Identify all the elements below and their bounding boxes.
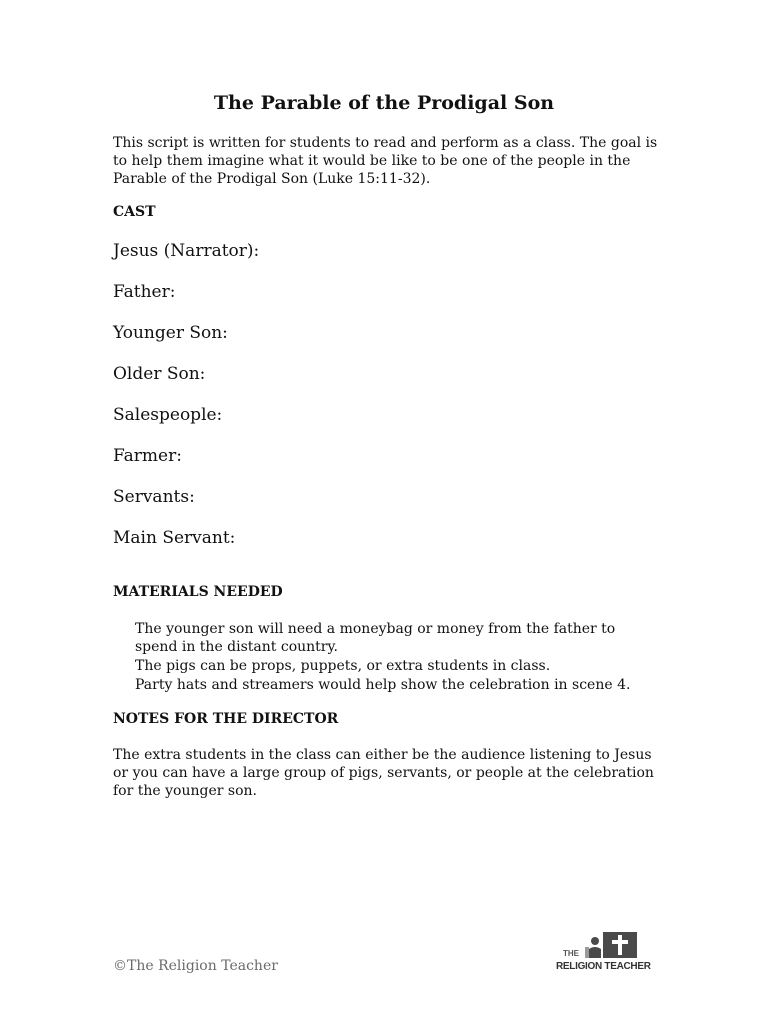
cast-item: Servants: [113, 487, 195, 507]
religion-teacher-logo [555, 930, 660, 975]
materials-item: Party hats and streamers would help show the celebration in scene 4. [135, 677, 631, 693]
materials-heading: MATERIALS NEEDED [113, 584, 283, 600]
cast-heading: CAST [113, 204, 156, 220]
notes-paragraph: The extra students in the class can either be the audience listening to Jesus or you can have a large group of pigs, servants, or people at the celebration for the younger son. [113, 747, 654, 799]
logo-name-text: RELIGION TEACHER [556, 961, 651, 972]
notes-heading: NOTES FOR THE DIRECTOR [113, 711, 339, 727]
materials-item: The younger son will need a moneybag or money from the father to spend in the distant country. [135, 621, 616, 655]
materials-item: The pigs can be props, puppets, or extra students in class. [135, 658, 551, 674]
cast-item: Farmer: [113, 446, 182, 466]
page-title: The Parable of the Prodigal Son [213, 92, 555, 114]
intro-paragraph: This script is written for students to read and perform as a class. The goal is to help them imagine what it would be like to be one of the people in the Parable of the Prodigal Son (Luke 15:11-32). [113, 135, 658, 187]
cast-list [113, 240, 259, 568]
cast-item: Main Servant: [113, 528, 236, 548]
logo-the-text: THE [563, 949, 579, 958]
materials-list [135, 620, 660, 695]
cast-item: Younger Son: [113, 323, 228, 343]
cast-item: Older Son: [113, 364, 206, 384]
cast-item: Jesus (Narrator): [113, 241, 260, 261]
cast-item: Father: [113, 282, 176, 302]
cast-item: Salespeople: [113, 405, 223, 425]
footer-copyright: ©The Religion Teacher [113, 958, 278, 974]
